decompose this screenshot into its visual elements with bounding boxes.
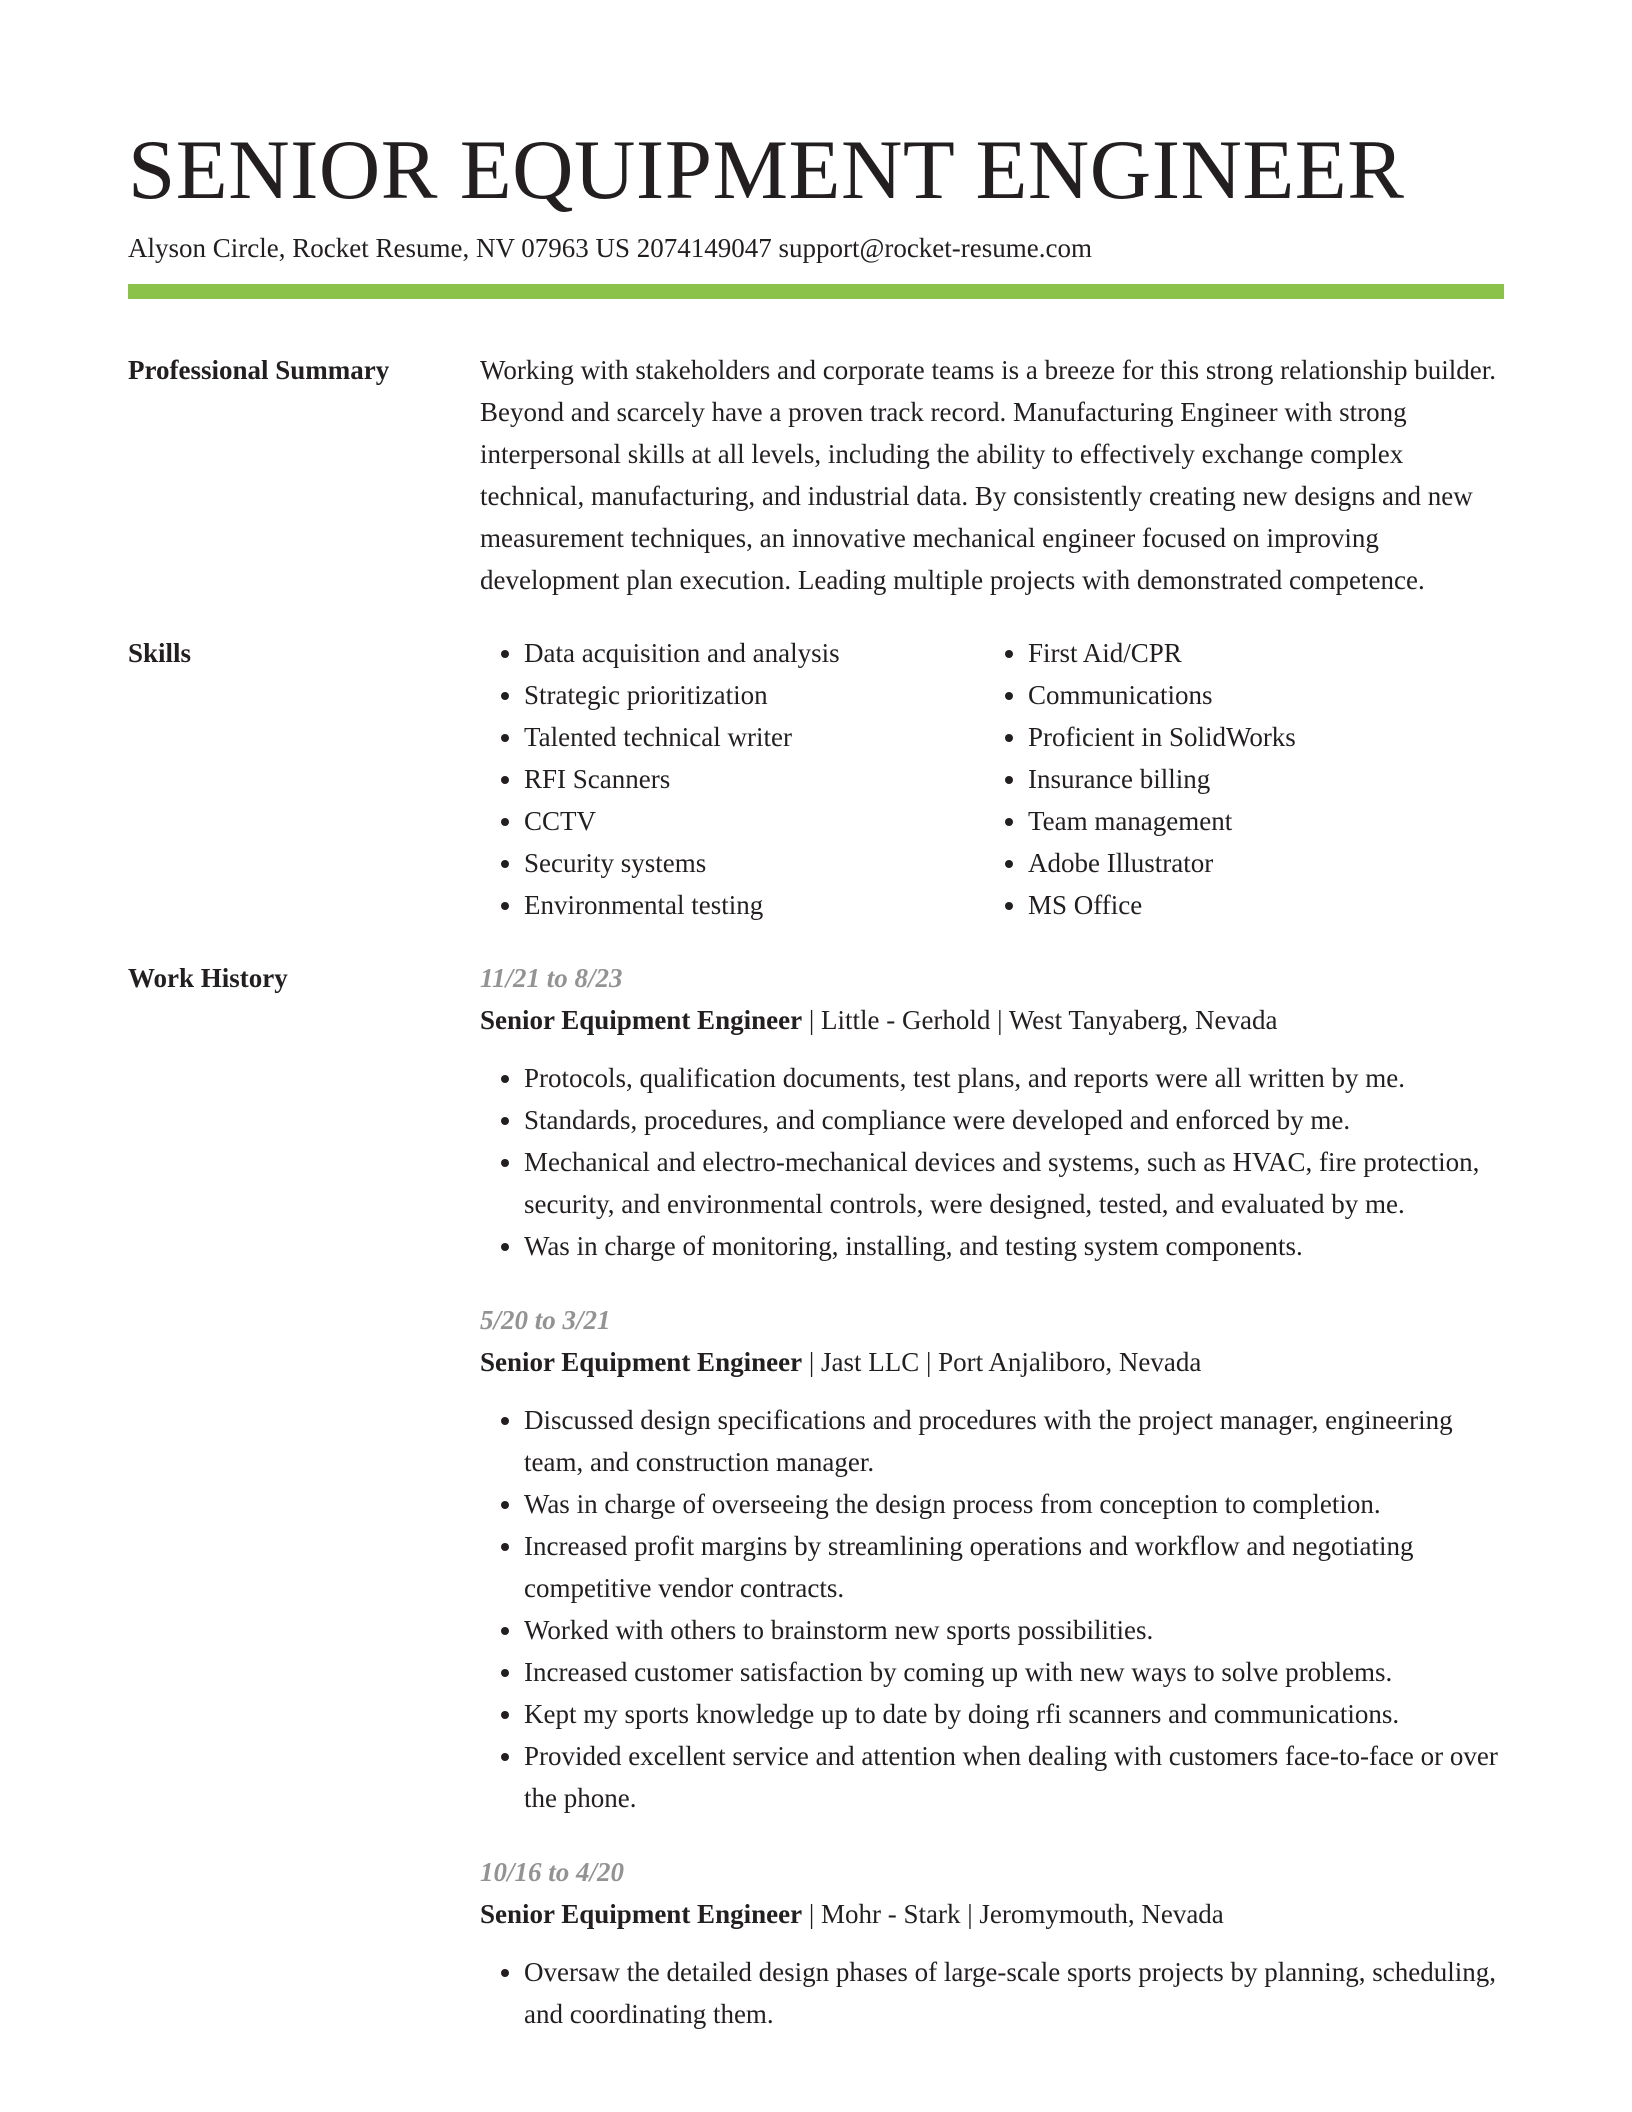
job-role: Senior Equipment Engineer <box>480 1347 803 1377</box>
section-professional-summary <box>128 349 1504 601</box>
job-title-line <box>480 999 1504 1041</box>
skills-list-right <box>984 632 1488 926</box>
job-bullets <box>480 1399 1504 1819</box>
job-entry <box>480 957 1504 1267</box>
section-heading: Professional Summary <box>128 355 390 385</box>
skill-item: • Team management <box>1028 800 1488 842</box>
section-body <box>480 349 1504 601</box>
job-bullet: • Was in charge of overseeing the design process from conception to completion. <box>524 1483 1504 1525</box>
skills-columns <box>480 632 1504 926</box>
job-bullet: • Increased profit margins by streamlining operations and workflow and negotiating competitive vendor contracts. <box>524 1525 1504 1609</box>
skill-item: • MS Office <box>1028 884 1488 926</box>
skill-item: • Communications <box>1028 674 1488 716</box>
job-bullet: • Discussed design specifications and procedures with the project manager, engineering team, and construction manager. <box>524 1399 1504 1483</box>
job-bullet: • Increased customer satisfaction by coming up with new ways to solve problems. <box>524 1651 1504 1693</box>
contact-line: Alyson Circle, Rocket Resume, NV 07963 US 2074149047 support@rocket-resume.com <box>128 233 1092 263</box>
skill-item: • RFI Scanners <box>524 758 984 800</box>
job-bullet: • Oversaw the detailed design phases of large-scale sports projects by planning, scheduling, and coordinating them. <box>524 1951 1504 2035</box>
section-skills <box>128 632 1504 926</box>
job-entry <box>480 1299 1504 1819</box>
job-company-location: | Little - Gerhold | West Tanyaberg, Nevada <box>802 1005 1278 1035</box>
skill-item: • Security systems <box>524 842 984 884</box>
job-company-location: | Mohr - Stark | Jeromymouth, Nevada <box>802 1899 1224 1929</box>
section-heading: Work History <box>128 963 288 993</box>
job-bullet: • Was in charge of monitoring, installing, and testing system components. <box>524 1225 1504 1267</box>
job-bullet: • Protocols, qualification documents, test plans, and reports were all written by me. <box>524 1057 1504 1099</box>
skill-item: • First Aid/CPR <box>1028 632 1488 674</box>
job-role: Senior Equipment Engineer <box>480 1005 803 1035</box>
skill-item: • Adobe Illustrator <box>1028 842 1488 884</box>
job-dates: 10/16 to 4/20 <box>480 1857 625 1887</box>
job-bullets <box>480 1951 1504 2035</box>
job-role: Senior Equipment Engineer <box>480 1899 803 1929</box>
job-bullet: • Provided excellent service and attention when dealing with customers face-to-face or over the phone. <box>524 1735 1504 1819</box>
skill-item: • CCTV <box>524 800 984 842</box>
resume-page <box>128 0 1504 2035</box>
job-company-location: | Jast LLC | Port Anjaliboro, Nevada <box>802 1347 1202 1377</box>
job-title-line <box>480 1893 1504 1935</box>
accent-divider <box>128 284 1504 299</box>
job-bullet: • Mechanical and electro-mechanical devices and systems, such as HVAC, fire protection, security, and environmental controls, were designed, tested, and evaluated by me. <box>524 1141 1504 1225</box>
job-bullets <box>480 1057 1504 1267</box>
job-dates: 5/20 to 3/21 <box>480 1305 611 1335</box>
section-work-history <box>128 957 1504 2035</box>
skill-item: • Proficient in SolidWorks <box>1028 716 1488 758</box>
skill-item: • Data acquisition and analysis <box>524 632 984 674</box>
job-entry <box>480 1851 1504 2035</box>
job-bullet: • Worked with others to brainstorm new sports possibilities. <box>524 1609 1504 1651</box>
summary-paragraph: Working with stakeholders and corporate teams is a breeze for this strong relationship builder. Beyond and scarcely have a proven track record. Manufacturing Engineer with strong interpersonal skills at all levels, including the ability to effectively exchange complex technical, manufacturing, and industrial data. By consistently creating new designs and new measurement techniques, an innovative mechanical engineer focused on improving development plan execution. Leading multiple projects with demonstrated competence. <box>480 355 1497 595</box>
skill-item: • Strategic prioritization <box>524 674 984 716</box>
skill-item: • Environmental testing <box>524 884 984 926</box>
skill-item: • Talented technical writer <box>524 716 984 758</box>
skill-item: • Insurance billing <box>1028 758 1488 800</box>
job-dates: 11/21 to 8/23 <box>480 963 623 993</box>
resume-title: SENIOR EQUIPMENT ENGINEER <box>128 123 1405 217</box>
job-bullet: • Kept my sports knowledge up to date by doing rfi scanners and communications. <box>524 1693 1504 1735</box>
section-heading: Skills <box>128 638 192 668</box>
job-bullet: • Standards, procedures, and compliance were developed and enforced by me. <box>524 1099 1504 1141</box>
job-title-line <box>480 1341 1504 1383</box>
section-body <box>480 957 1504 2035</box>
skills-list-left <box>480 632 984 926</box>
